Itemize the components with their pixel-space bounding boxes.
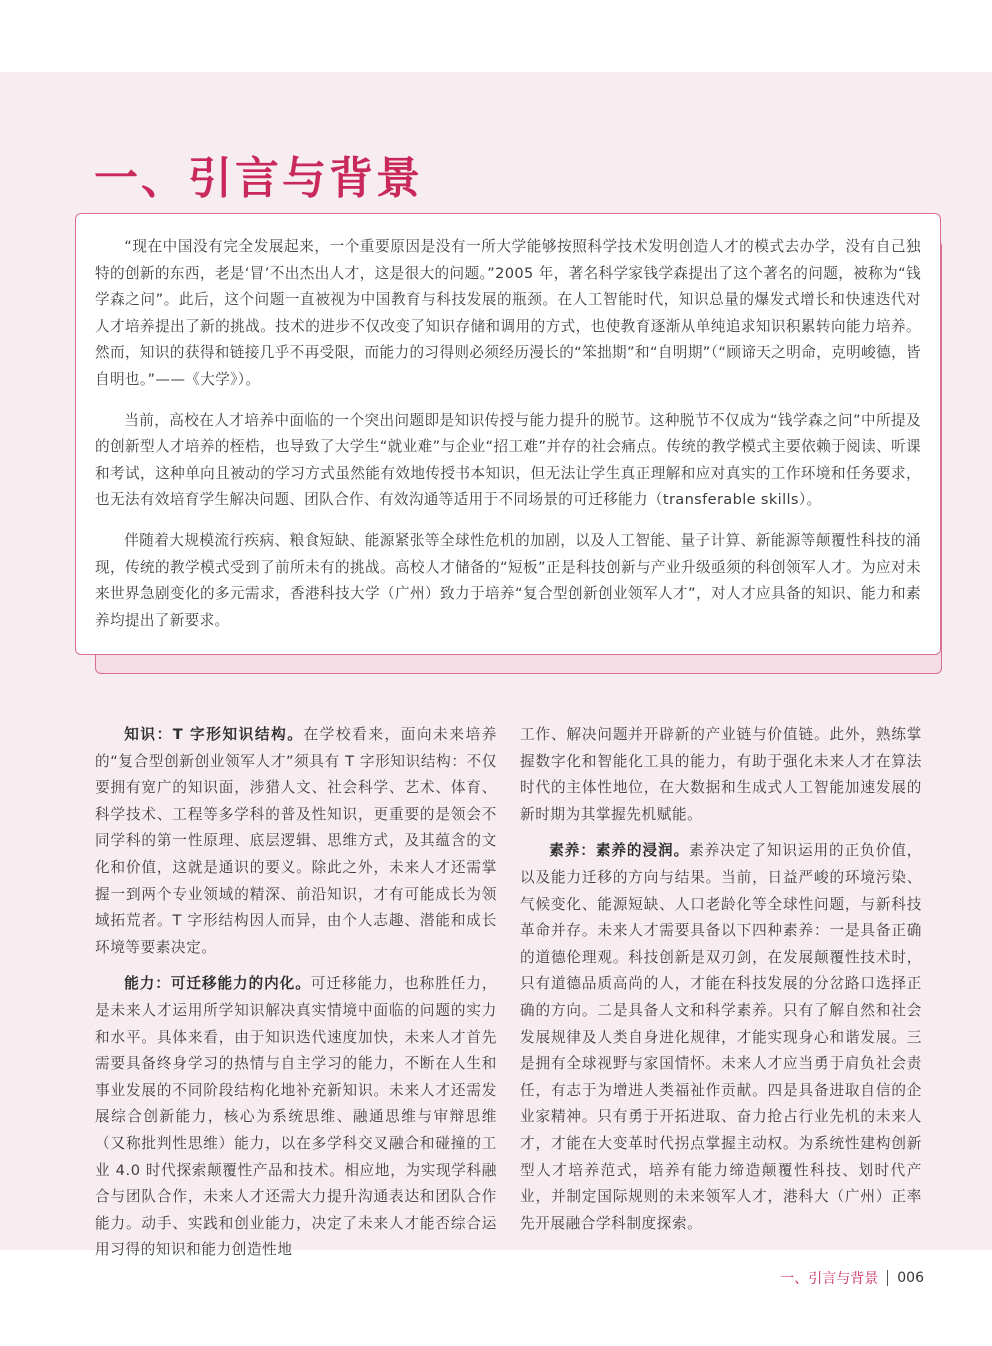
literacy-heading: 素养：素养的浸润。 [549,842,690,860]
intro-paragraph: 伴随着大规模流行疾病、粮食短缺、能源紧张等全球性危机的加剧，以及人工智能、量子计算、新能源等颠覆性科技的涌现，传统的教学模式受到了前所未有的挑战。高校人才储备的“短板”正是科技创新与产业升级亟须的科创领军人才。为应对未来世界急剧变化的多元需求，香港科技大学（广州）致力于培养“复合型创新创业领军人才”，对人才应具备的知识、能力和素养均提出了新要求。 [95,531,921,629]
intro-paragraph: “现在中国没有完全发展起来，一个重要原因是没有一所大学能够按照科学技术发明创造人才的模式去办学，没有自己独特的创新的东西，老是‘冒’不出杰出人才，这是很大的问题。”2005 年，著名科学家钱学森提出了这个著名的问题，被称为“钱学森之问”。此后，这个问题一直被视为中国教育与科技发展的瓶颈。在人工智能时代，知识总量的爆发式增长和快速迭代对人才培养提出了新的挑战。技术的进步不仅改变了知识存储和调用的方式，也使教育逐渐从单纯追求知识积累转向能力培养。然而，知识的获得和链接几乎不再受限，而能力的习得则必须经历漫长的“笨拙期”和“自明期”（“顾谛天之明命，克明峻德，皆自明也。”——《大学》）。 [95,238,921,388]
literacy-text: 素养决定了知识运用的正负价值，以及能力迁移的方向与结果。当前，日益严峻的环境污染、气候变化、能源短缺、人口老龄化等全球性问题，与新科技革命并存。未来人才需要具备以下四种素养：一是具备正确的道德伦理观。科技创新是双刃剑，在发展颠覆性技术时，只有道德品质高尚的人，才能在科技发展的分岔路口选择正确的方向。二是具备人文和科学素养。只有了解自然和社会发展规律及人类自身进化规律，才能实现身心和谐发展。三是拥有全球视野与家国情怀。未来人才应当勇于肩负社会责任，有志于为增进人类福祉作贡献。四是具备进取自信的企业家精神。只有勇于开拓进取、奋力抢占行业先机的未来人才，才能在大变革时代拐点掌握主动权。为系统性建构创新型人才培养范式，培养有能力缔造颠覆性科技、划时代产业，并制定国际规则的未来领军人才，港科大（广州）正率先开展融合学科制度探索。 [520,842,922,1232]
knowledge-heading: 知识：T 字形知识结构。 [124,726,304,743]
left-column [95,722,497,1274]
section-title: 一、引言与背景 [94,153,423,204]
ability-heading: 能力：可迁移能力的内化。 [124,975,311,993]
ability-text: 可迁移能力，也称胜任力，是未来人才运用所学知识解决真实情境中面临的问题的实力和水平。具体来看，由于知识迭代速度加快，未来人才首先需要具备终身学习的热情与自主学习的能力，不断在人生和事业发展的不同阶段结构化地补充新知识。未来人才还需发展综合创新能力，核心为系统思维、融通思维与审辩思维（又称批判性思维）能力，以在多学科交叉融合和碰撞的工业 4.0 时代探索颠覆性产品和技术。相应地，为实现学科融合与团队合作，未来人才还需大力提升沟通表达和团队合作能力。动手、实践和创业能力，决定了未来人才能否综合运用习得的知识和能力创造性地 [95,975,498,1259]
right-column [520,722,922,1247]
intro-box [75,213,941,655]
knowledge-paragraph [95,722,497,961]
ability-paragraph [95,971,497,1264]
page-footer [780,1268,924,1288]
intro-paragraph: 当前，高校在人才培养中面临的一个突出问题即是知识传授与能力提升的脱节。这种脱节不仅成为“钱学森之问”中所提及的创新型人才培养的桎梏，也导致了大学生“就业难”与企业“招工难”并存的社会痛点。传统的教学模式主要依赖于阅读、听课和考试，这种单向且被动的学习方式虽然能有效地传授书本知识，但无法让学生真正理解和应对真实的工作环境和任务要求，也无法有效培育学生解决问题、团队合作、有效沟通等适用于不同场景的可迁移能力（transferable skills）。 [95,411,921,509]
footer-divider [887,1270,888,1286]
footer-section-name: 一、引言与背景 [780,1271,879,1287]
page-number: 006 [897,1270,924,1286]
literacy-paragraph [520,838,922,1237]
ability-continued: 工作、解决问题并开辟新的产业链与价值链。此外，熟练掌握数字化和智能化工具的能力，有助于强化未来人才在算法时代的主体性地位，在大数据和生成式人工智能加速发展的新时期为其掌握先机赋能。 [520,726,922,823]
knowledge-text: 在学校看来，面向未来培养的“复合型创新创业领军人才”须具有 T 字形知识结构：不仅要拥有宽广的知识面，涉猎人文、社会科学、艺术、体育、科学技术、工程等多学科的普及性知识，更重要的是领会不同学科的第一性原理、底层逻辑、思维方式，及其蕴含的文化和价值，这就是通识的要义。除此之外，未来人才还需掌握一到两个专业领域的精深、前沿知识，才有可能成长为领域拓荒者。T 字形结构因人而异，由个人志趣、潜能和成长环境等要素决定。 [95,726,497,956]
